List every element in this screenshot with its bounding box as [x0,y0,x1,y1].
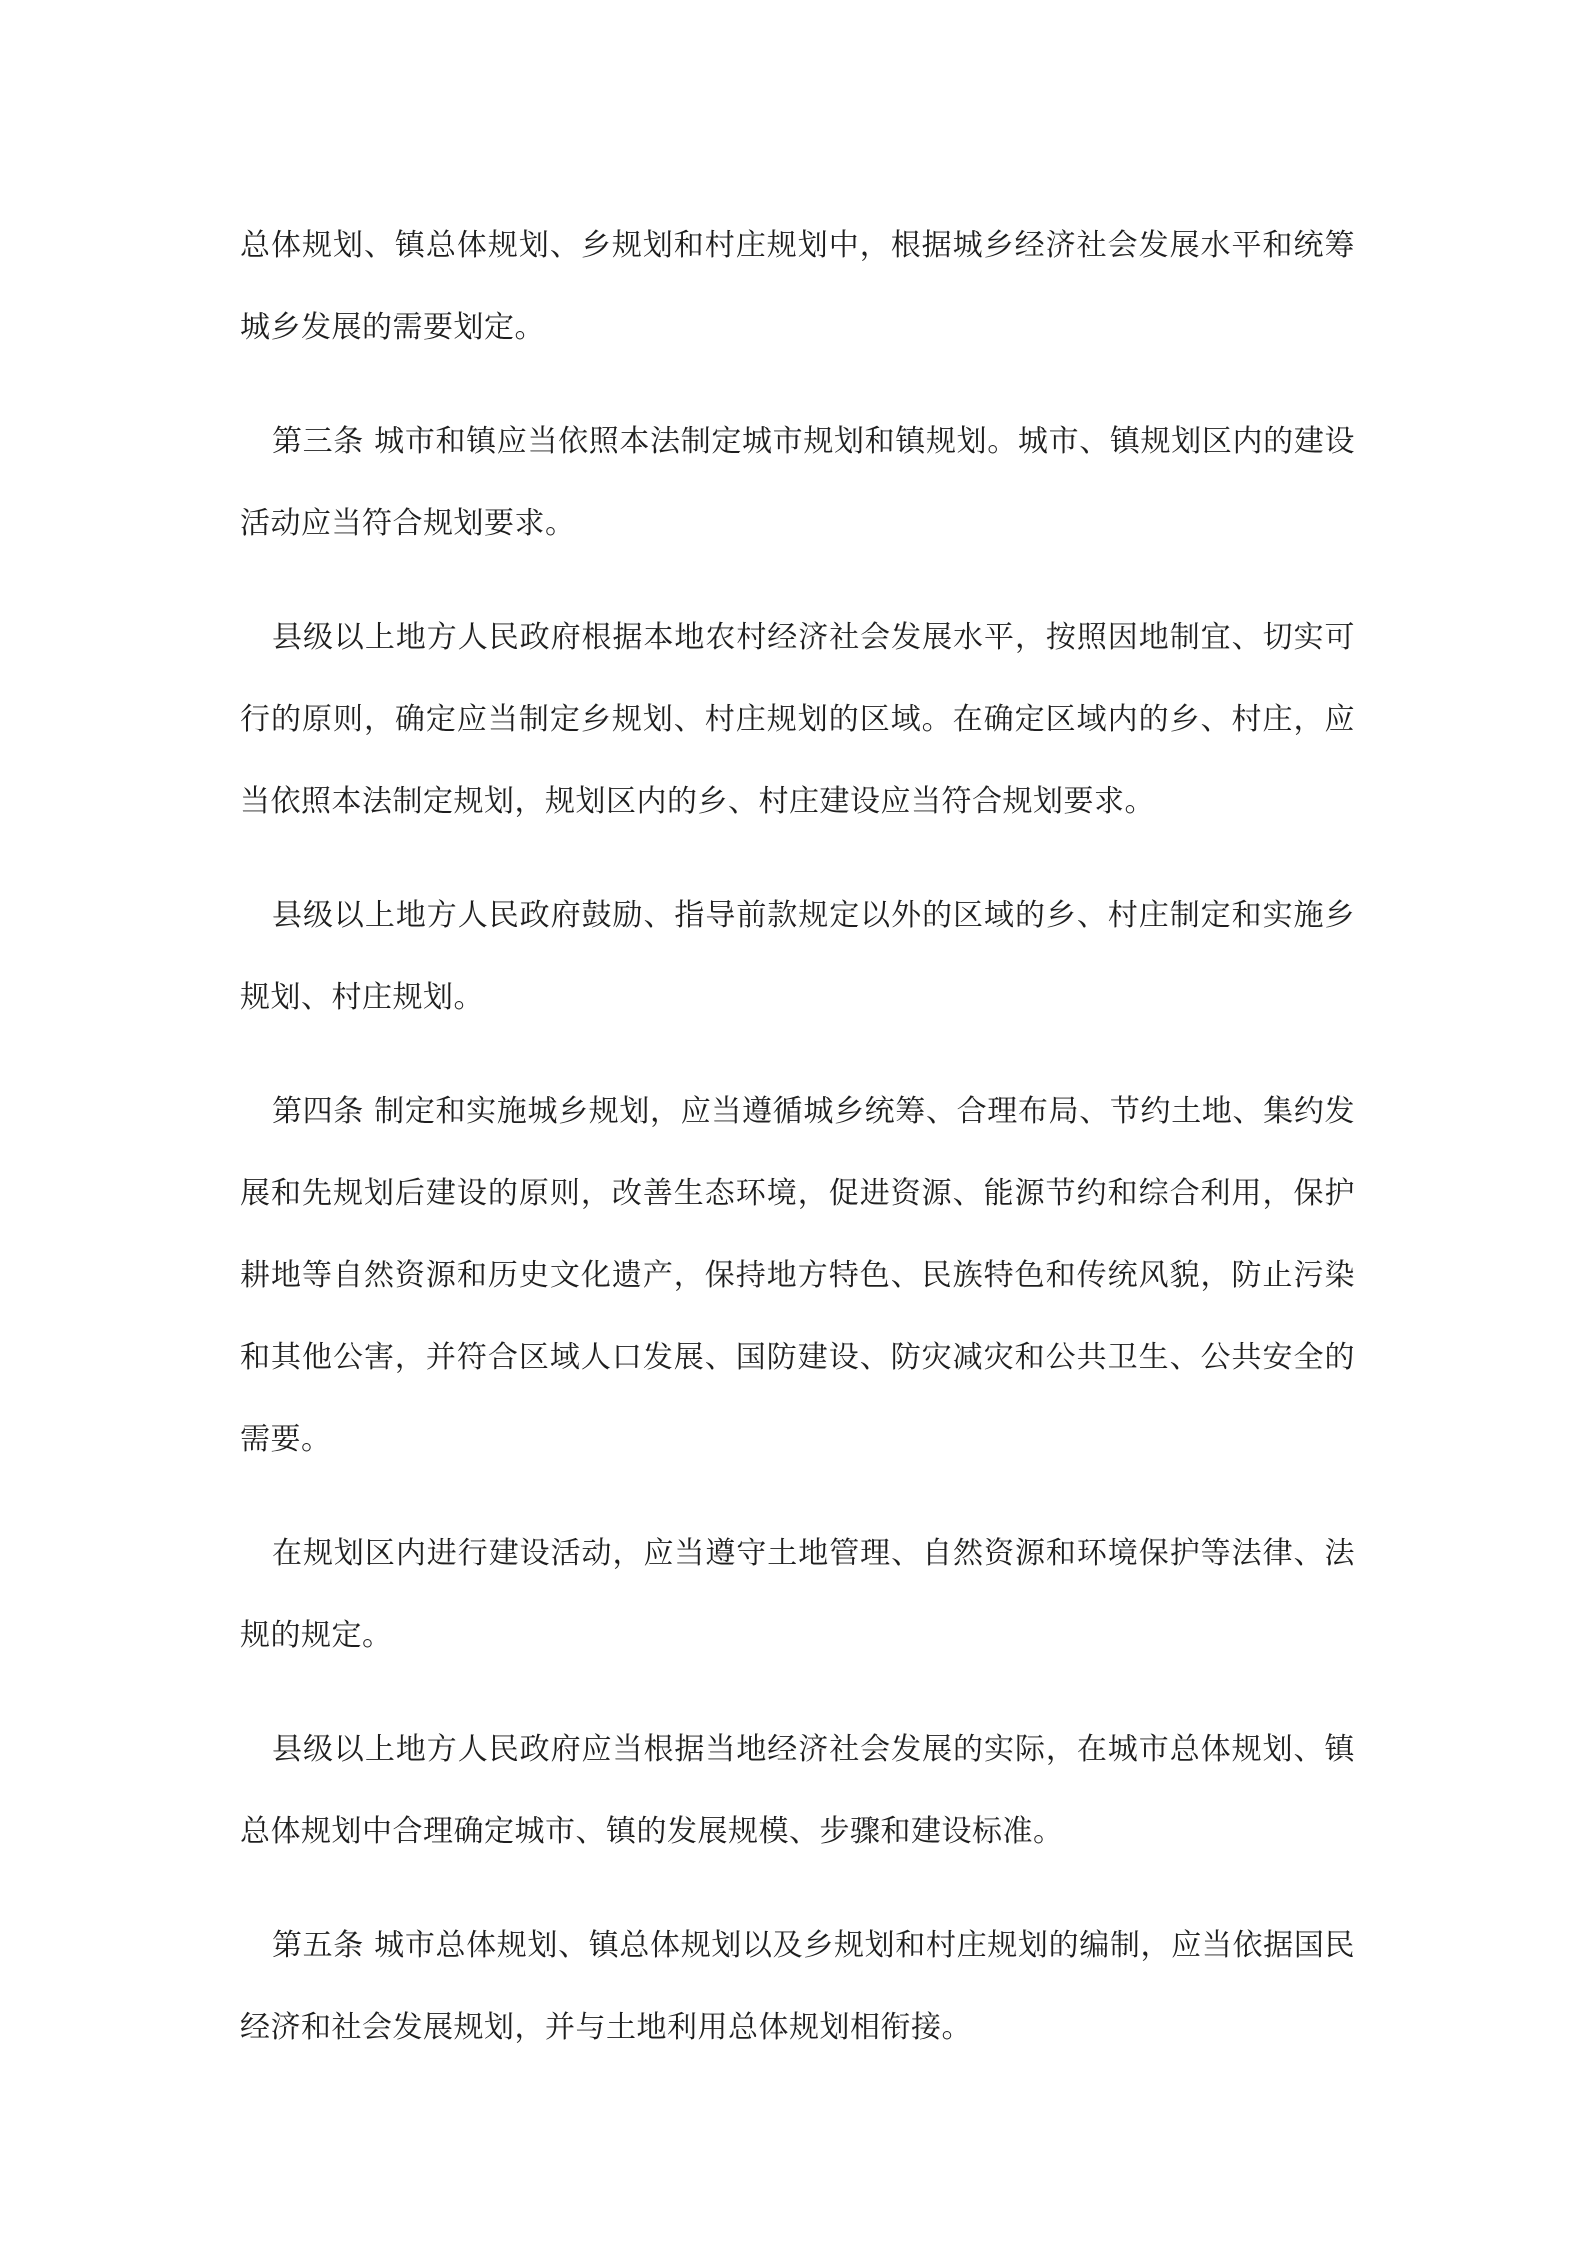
paragraph-article-5: 第五条 城市总体规划、镇总体规划以及乡规划和村庄规划的编制，应当依据国民经济和社会发展规划，并与土地利用总体规划相衔接。 [240,1928,1355,2045]
paragraph-article-3: 第三条 城市和镇应当依照本法制定城市规划和镇规划。城市、镇规划区内的建设活动应当符合规划要求。 [240,424,1355,541]
paragraph-continuation: 总体规划、镇总体规划、乡规划和村庄规划中，根据城乡经济社会发展水平和统筹城乡发展的需要划定。 [240,228,1355,345]
paragraph-article-3-clause-3: 县级以上地方人民政府鼓励、指导前款规定以外的区域的乡、村庄制定和实施乡规划、村庄规划。 [240,898,1355,1015]
paragraph-article-4-clause-2: 在规划区内进行建设活动，应当遵守土地管理、自然资源和环境保护等法律、法规的规定。 [240,1536,1355,1653]
paragraph-article-3-clause-2: 县级以上地方人民政府根据本地农村经济社会发展水平，按照因地制宜、切实可行的原则，确定应当制定乡规划、村庄规划的区域。在确定区域内的乡、村庄，应当依照本法制定规划，规划区内的乡、村庄建设应当符合规划要求。 [240,620,1355,819]
document-body [240,205,1355,2101]
paragraph-article-4: 第四条 制定和实施城乡规划，应当遵循城乡统筹、合理布局、节约土地、集约发展和先规划后建设的原则，改善生态环境，促进资源、能源节约和综合利用，保护耕地等自然资源和历史文化遗产，保持地方特色、民族特色和传统风貌，防止污染和其他公害，并符合区域人口发展、国防建设、防灾减灾和公共卫生、公共安全的需要。 [240,1094,1355,1457]
paragraph-article-4-clause-3: 县级以上地方人民政府应当根据当地经济社会发展的实际，在城市总体规划、镇总体规划中合理确定城市、镇的发展规模、步骤和建设标准。 [240,1732,1355,1849]
